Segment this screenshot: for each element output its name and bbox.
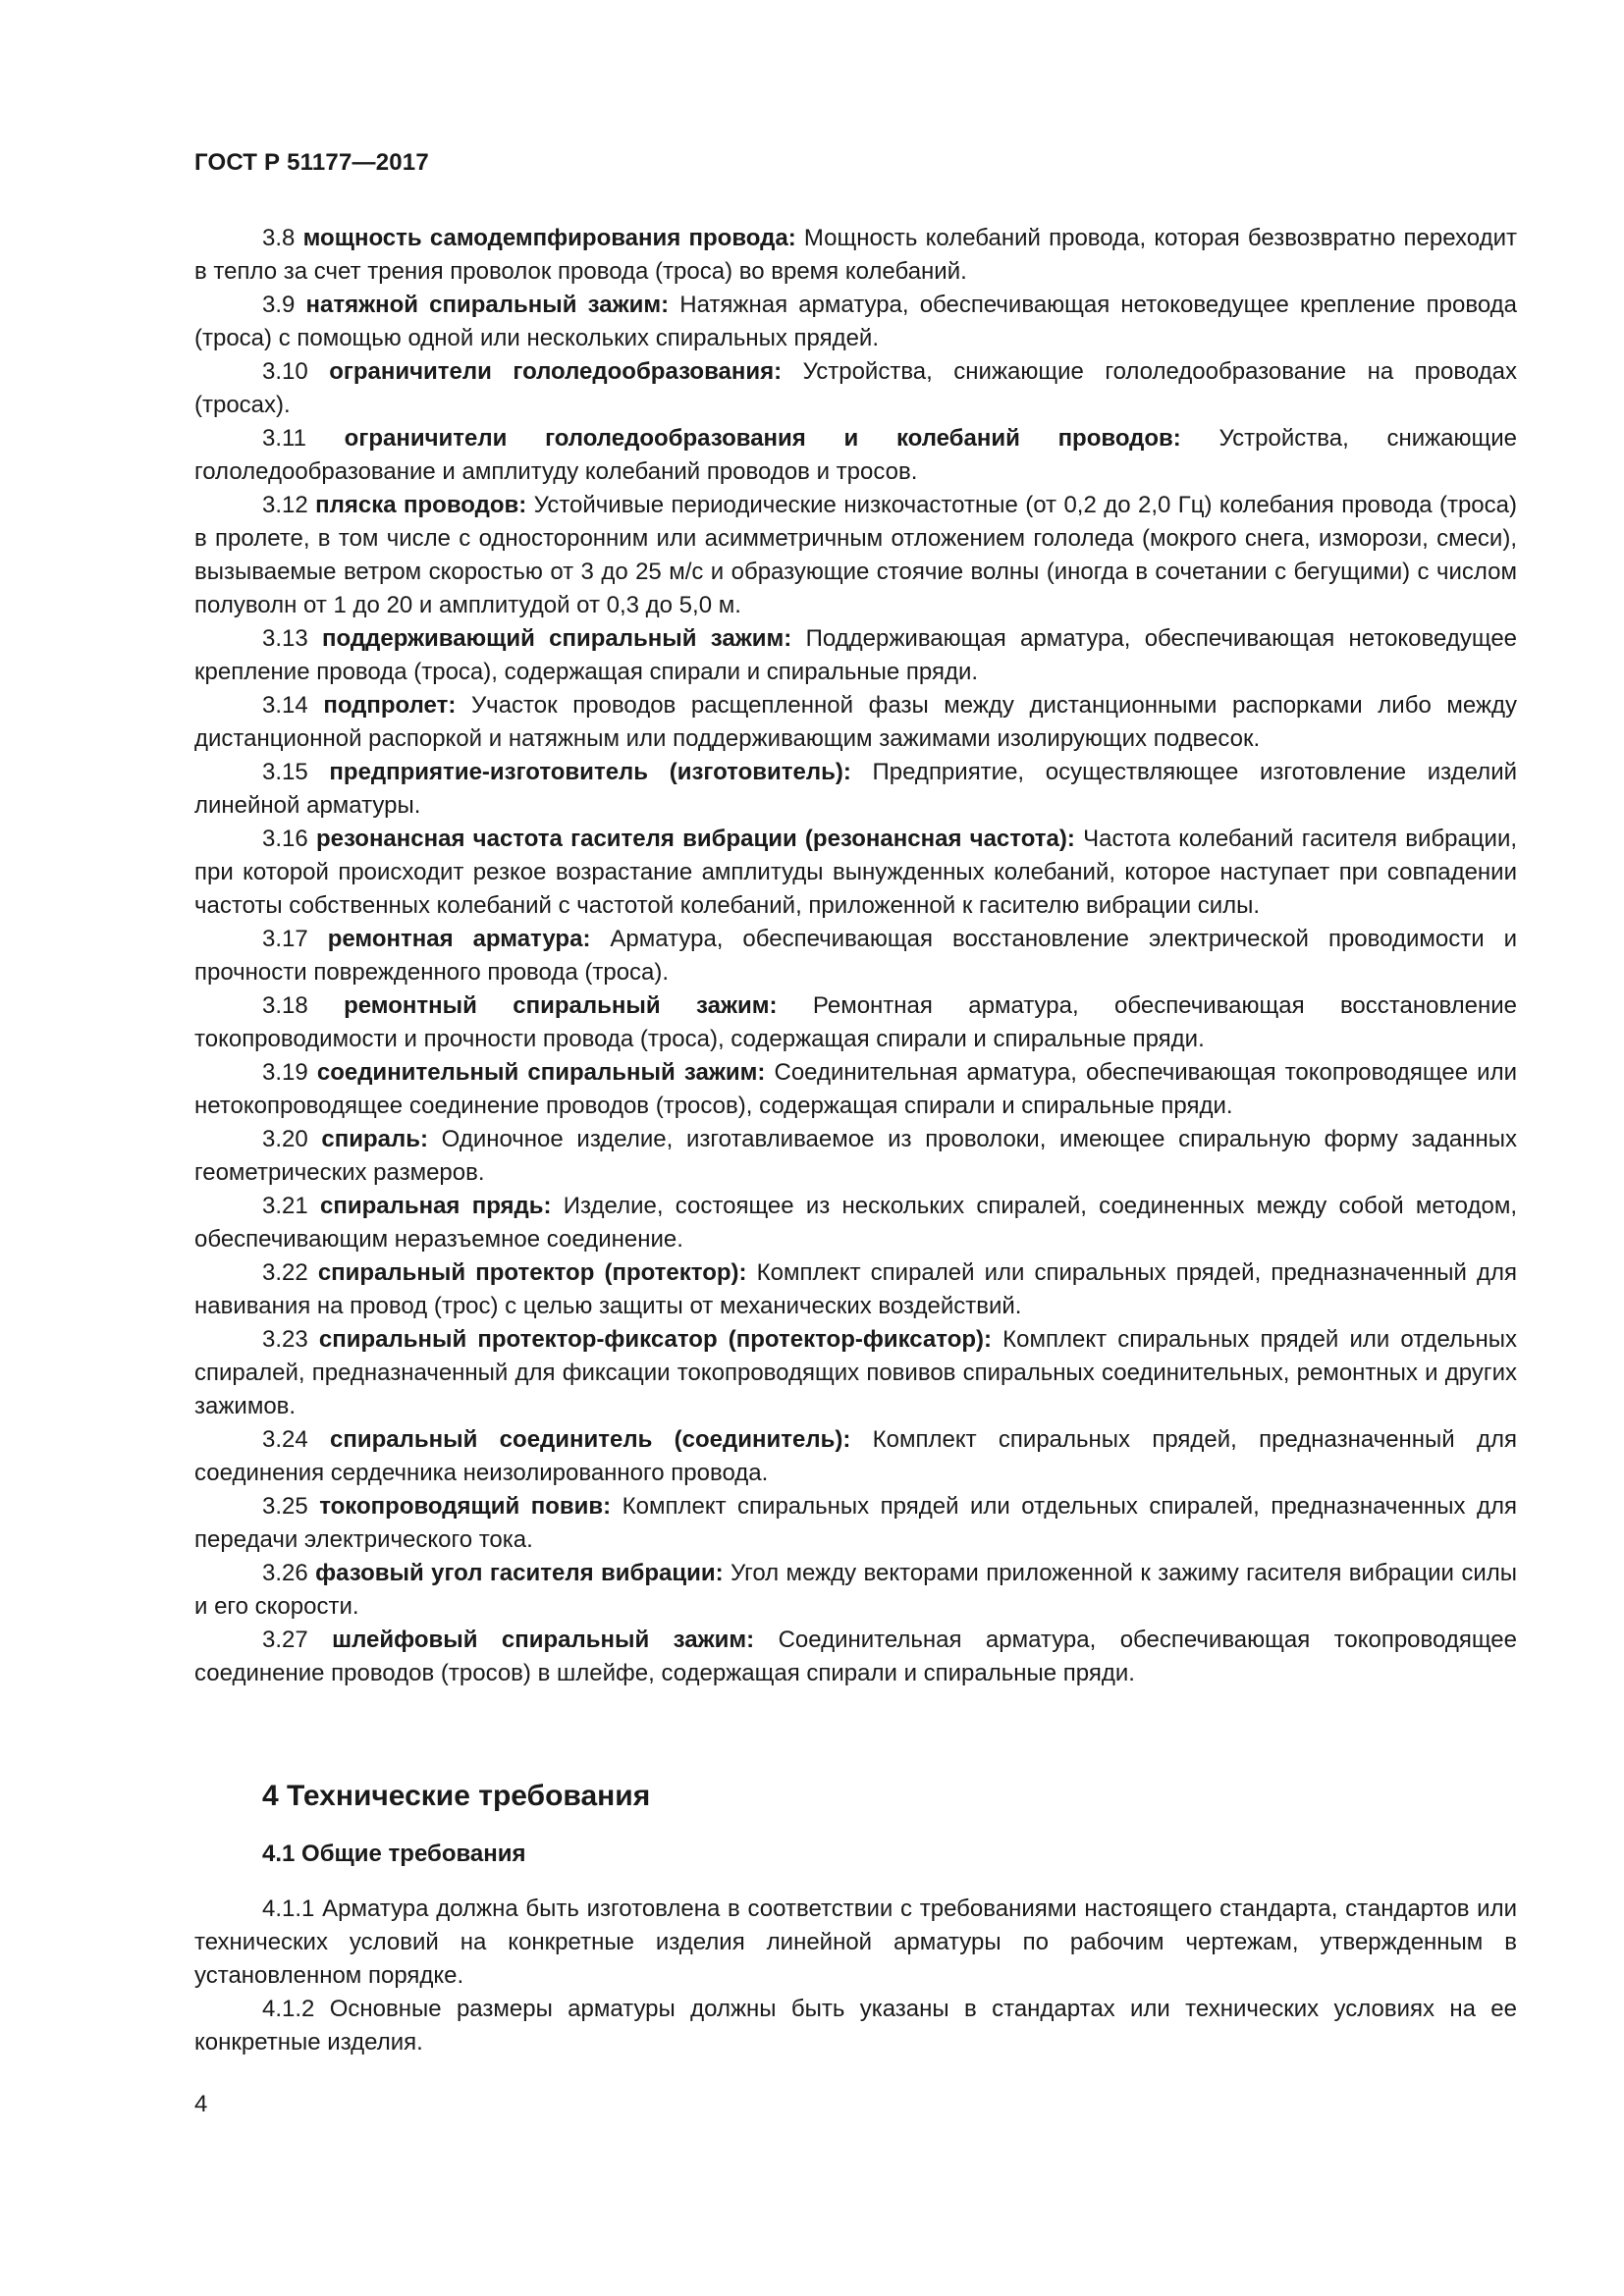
term-number: 3.13 — [262, 625, 308, 652]
term-paragraph — [194, 823, 1517, 923]
term-paragraph — [194, 1123, 1517, 1190]
term-name: ремонтный спиральный зажим: — [344, 992, 778, 1019]
term-name: ограничители гололедообразования и колебаний проводов: — [344, 425, 1181, 452]
term-paragraph — [194, 289, 1517, 355]
terms-list — [194, 222, 1517, 1690]
term-definition: Устойчивые периодические низкочастотные (от 0,2 до 2,0 Гц) колебания провода (троса) в пролете, в том числе с односторонним или асимметричным отложением гололеда (мокрого снега, изморози, смеси), вызываемые ветром скоростью от 3 до 25 м/с и образующие стоячие волны (иногда в сочетании с бегущими) с числом полуволн от 1 до 20 и амплитудой от 0,3 до 5,0 м. — [194, 492, 1517, 618]
term-definition: Участок проводов расщепленной фазы между дистанционными распорками либо между дистанционной распоркой и натяжным или поддерживающим зажимами изолирующих подвесок. — [194, 692, 1518, 752]
term-paragraph — [194, 923, 1517, 989]
term-definition: Арматура, обеспечивающая восстановление электрической проводимости и прочности поврежденного провода (троса). — [194, 926, 1517, 986]
term-paragraph — [194, 422, 1517, 489]
requirements-list — [194, 1893, 1517, 2059]
term-paragraph — [194, 355, 1517, 422]
term-definition: Комплект спиральных прядей, предназначенный для соединения сердечника неизолированного провода. — [194, 1426, 1518, 1486]
term-definition: Частота колебаний гасителя вибрации, при которой происходит резкое возрастание амплитуды вынужденных колебаний, которое наступает при совпадении частоты собственных колебаний с частотой колебаний, приложенной к гасителю вибрации силы. — [194, 826, 1518, 919]
term-definition: Предприятие, осуществляющее изготовление изделий линейной арматуры. — [194, 759, 1517, 819]
term-definition: Мощность колебаний провода, которая безвозвратно переходит в тепло за счет трения проволок провода (троса) во время колебаний. — [194, 225, 1518, 285]
term-definition: Одиночное изделие, изготавливаемое из проволоки, имеющее спиральную форму заданных геометрических размеров. — [194, 1126, 1517, 1186]
term-definition: Натяжная арматура, обеспечивающая нетоковедущее крепление провода (троса) с помощью одной или нескольких спиральных прядей. — [194, 292, 1518, 351]
requirement-paragraph: 4.1.2 Основные размеры арматуры должны быть указаны в стандартах или технических условиях на ее конкретные изделия. — [194, 1996, 1517, 2056]
term-definition: Угол между векторами приложенной к зажиму гасителя вибрации силы и его скорости. — [194, 1560, 1517, 1620]
document-id-header: ГОСТ Р 51177—2017 — [194, 149, 429, 176]
term-definition: Комплект спиральных прядей или отдельных спиралей, предназначенных для передачи электрического тока. — [194, 1493, 1518, 1553]
term-name: шлейфовый спиральный зажим: — [332, 1627, 755, 1653]
section-heading: 4 Технические требования — [262, 1780, 651, 1812]
term-name: натяжной спиральный зажим: — [305, 292, 670, 318]
term-number: 3.8 — [262, 225, 296, 251]
term-number: 3.18 — [262, 992, 308, 1019]
term-definition: Изделие, состоящее из нескольких спиралей, соединенных между собой методом, обеспечивающим неразъемное соединение. — [194, 1193, 1518, 1253]
term-name: фазовый угол гасителя вибрации: — [315, 1560, 724, 1586]
term-number: 3.17 — [262, 926, 308, 952]
term-number: 3.10 — [262, 358, 308, 385]
term-definition: Комплект спиралей или спиральных прядей, предназначенный для навивания на провод (трос) с целью защиты от механических воздействий. — [194, 1259, 1518, 1319]
term-paragraph — [194, 1557, 1517, 1624]
term-number: 3.24 — [262, 1426, 308, 1453]
subsection-heading: 4.1 Общие требования — [262, 1841, 526, 1867]
term-name: спиральный протектор-фиксатор (протектор-фиксатор): — [318, 1326, 993, 1353]
term-paragraph — [194, 1323, 1517, 1423]
term-paragraph — [194, 989, 1517, 1056]
term-number: 3.23 — [262, 1326, 308, 1353]
term-name: спираль: — [321, 1126, 428, 1152]
term-name: мощность самодемпфирования провода: — [302, 225, 796, 251]
term-number: 3.26 — [262, 1560, 308, 1586]
term-name: спиральный протектор (протектор): — [317, 1259, 747, 1286]
term-number: 3.12 — [262, 492, 308, 518]
term-number: 3.27 — [262, 1627, 308, 1653]
term-paragraph — [194, 222, 1517, 289]
term-paragraph — [194, 1423, 1517, 1490]
page-number: 4 — [194, 2091, 208, 2117]
term-number: 3.25 — [262, 1493, 308, 1520]
term-name: ограничители гололедообразования: — [329, 358, 783, 385]
term-paragraph — [194, 1256, 1517, 1323]
term-name: ремонтная арматура: — [327, 926, 591, 952]
term-number: 3.11 — [262, 425, 306, 452]
term-paragraph — [194, 756, 1517, 823]
term-paragraph — [194, 1624, 1517, 1690]
term-number: 3.19 — [262, 1059, 308, 1086]
term-name: предприятие-изготовитель (изготовитель): — [329, 759, 851, 785]
term-name: спиральная прядь: — [319, 1193, 552, 1219]
term-number: 3.16 — [262, 826, 308, 852]
term-paragraph — [194, 1056, 1517, 1123]
term-definition: Устройства, снижающие гололедообразование и амплитуду колебаний проводов и тросов. — [194, 425, 1518, 485]
term-definition: Соединительная арматура, обеспечивающая токопроводящее соединение проводов (тросов) в шлейфе, содержащая спирали и спиральные пряди. — [194, 1627, 1517, 1686]
term-number: 3.22 — [262, 1259, 308, 1286]
term-paragraph — [194, 489, 1517, 622]
term-definition: Комплект спиральных прядей или отдельных спиралей, предназначенный для фиксации токопроводящих повивов спиральных соединительных, ремонтных и других зажимов. — [194, 1326, 1517, 1419]
term-name: поддерживающий спиральный зажим: — [322, 625, 792, 652]
term-name: подпролет: — [323, 692, 457, 719]
term-number: 3.20 — [262, 1126, 308, 1152]
term-paragraph — [194, 689, 1517, 756]
term-definition: Ремонтная арматура, обеспечивающая восстановление токопроводимости и прочности провода (троса), содержащая спирали и спиральные пряди. — [194, 992, 1518, 1052]
term-paragraph — [194, 622, 1517, 689]
requirement-paragraph: 4.1.1 Арматура должна быть изготовлена в соответствии с требованиями настоящего стандарта, стандартов или технических условий на конкретные изделия линейной арматуры по рабочим чертежам, утвержденным в установленном порядке. — [194, 1896, 1517, 1989]
term-definition: Поддерживающая арматура, обеспечивающая нетоковедущее крепление провода (троса), содержащая спирали и спиральные пряди. — [194, 625, 1518, 685]
term-number: 3.15 — [262, 759, 308, 785]
term-name: спиральный соединитель (соединитель): — [330, 1426, 851, 1453]
term-definition: Соединительная арматура, обеспечивающая токопроводящее или нетокопроводящее соединение проводов (тросов), содержащая спирали и спиральные пряди. — [194, 1059, 1517, 1119]
term-name: пляска проводов: — [315, 492, 527, 518]
term-definition: Устройства, снижающие гололедообразование на проводах (тросах). — [194, 358, 1517, 418]
term-paragraph — [194, 1190, 1517, 1256]
term-number: 3.14 — [262, 692, 308, 719]
term-number: 3.9 — [262, 292, 296, 318]
term-name: соединительный спиральный зажим: — [316, 1059, 766, 1086]
term-number: 3.21 — [262, 1193, 308, 1219]
term-paragraph — [194, 1490, 1517, 1557]
term-name: резонансная частота гасителя вибрации (резонансная частота): — [315, 826, 1075, 852]
term-name: токопроводящий повив: — [319, 1493, 612, 1520]
